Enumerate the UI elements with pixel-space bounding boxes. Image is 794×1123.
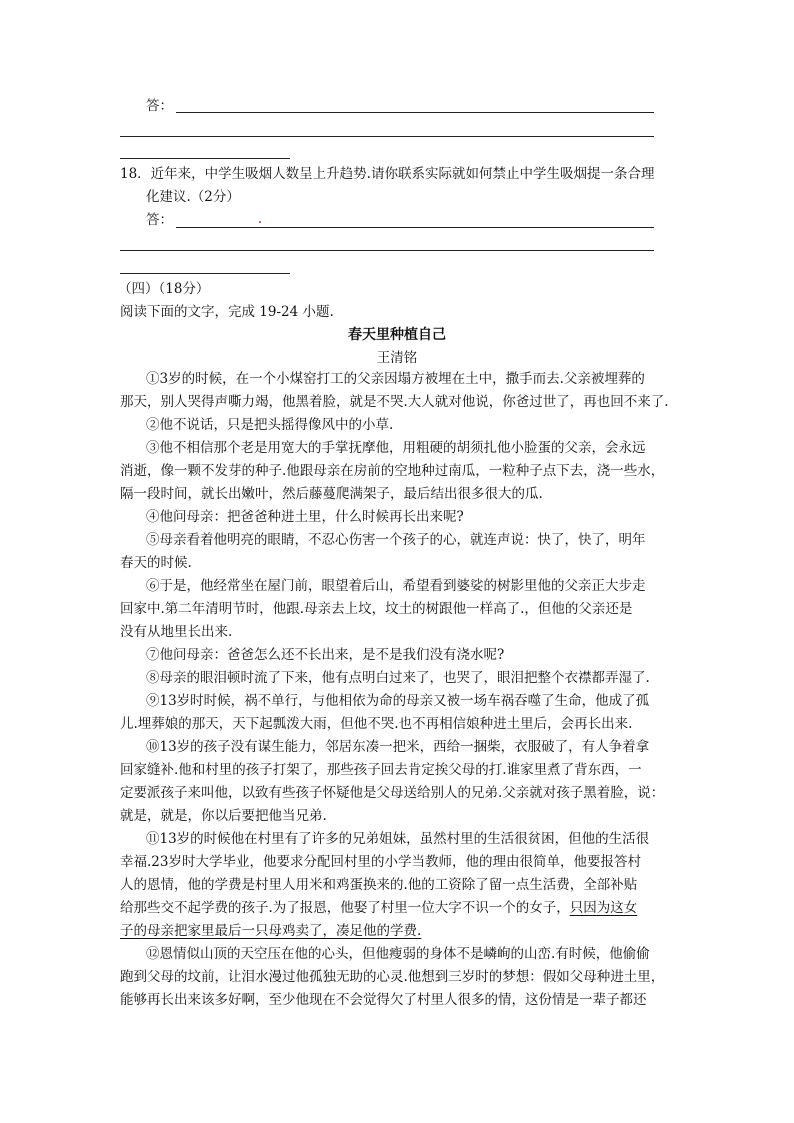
paragraph-line: 消逝，像一颗不发芽的种子.他跟母亲在房前的空地种过南瓜，一粒种子点下去，浇一些水， [120, 463, 665, 479]
paragraph-line: ⑦他问母亲：爸爸怎么还不长出来，是不是我们没有浇水呢? [146, 647, 505, 663]
paragraph-line: 那天，别人哭得声嘶力竭，他黑着脸，就是不哭.大人就对他说，你爸过世了，再也回不来了. [120, 394, 669, 410]
paragraph-line: ⑧母亲的眼泪顿时流了下来，他有点明白过来了，也哭了，眼泪把整个衣襟都弄湿了. [146, 670, 650, 686]
q17-answer-line-2[interactable] [120, 136, 654, 137]
paragraph-line: 给那些交不起学费的孩子.为了报恩，他娶了村里一位大字不识一个的女子，只因为这女 [120, 900, 638, 916]
paragraph-line: ⑫恩情似山顶的天空压在他的心头，但他瘦弱的身体不是嶙峋的山峦.有时候，他偷偷 [146, 946, 650, 962]
paragraph-line: ⑥于是，他经常坐在屋门前，眼望着后山，希望看到婆娑的树影里他的父亲正大步走 [146, 578, 646, 594]
paragraph-line: ②他不说话，只是把头摇得像风中的小草. [146, 417, 394, 433]
q18-answer-line-3[interactable] [120, 273, 290, 274]
paragraph-line: 儿.埋葬娘的那天，天下起瓢泼大雨，但他不哭.也不再相信娘种进土里后，会再长出来. [120, 716, 633, 732]
red-mark-dot [259, 221, 261, 223]
q18-answer-line-1[interactable] [176, 227, 654, 228]
paragraph-line: 能够再长出来该多好啊，至少他现在不会觉得欠了村里人很多的情，这份情是一辈子都还 [120, 992, 647, 1008]
paragraph-line: 定要派孩子来叫他，以致有些孩子怀疑他是父母送给别人的兄弟.父亲就对孩子黑着脸，说： [120, 785, 665, 801]
paragraph-line: 春天的时候. [120, 555, 192, 571]
underlined-sentence: 只因为这女 [569, 900, 638, 916]
paragraph-line: 幸福.23岁时大学毕业，他要求分配回村里的小学当教师，他的理由很简单，他要报答村 [120, 854, 641, 870]
paragraph-line: ①3岁的时候，在一个小煤窑打工的父亲因塌方被埋在土中，撒手而去.父亲被埋葬的 [146, 371, 645, 387]
q18-question-line-1: 18．近年来，中学生吸烟人数呈上升趋势.请你联系实际就如何禁止中学生吸烟提一条合理 [120, 166, 655, 182]
paragraph-line: 人的恩情，他的学费是村里人用米和鸡蛋换来的.他的工资除了留一点生活费，全部补贴 [120, 877, 638, 893]
paragraph-line: 跑到父母的坟前，让泪水漫过他孤独无助的心灵.他想到三岁时的梦想：假如父母种进土里， [120, 969, 665, 985]
paragraph-line: 没有从地里长出来. [120, 624, 233, 640]
paragraph-line: 隔一段时间，就长出嫩叶，然后藤蔓爬满架子，最后结出很多很大的瓜. [120, 486, 543, 502]
article-author: 王清铭 [376, 350, 418, 366]
section-heading: （四）（18分） [118, 281, 210, 297]
paragraph-line: ④他问母亲：把爸爸种进土里，什么时候再长出来呢? [146, 509, 464, 525]
article-title: 春天里种植自己 [348, 327, 446, 343]
underlined-sentence: 子的母亲把家里最后一只母鸡卖了，凑足他的学费. [120, 923, 422, 939]
q18-question-line-2: 化建议.（2分） [146, 189, 240, 205]
q17-answer-line-3[interactable] [120, 158, 290, 159]
paragraph-line: ⑤母亲看着他明亮的眼睛，不忍心伤害一个孩子的心，就连声说：快了，快了，明年 [146, 532, 646, 548]
section-instruction: 阅读下面的文字，完成 19-24 小题. [120, 304, 334, 320]
q17-answer-line-1[interactable] [176, 112, 654, 113]
paragraph-line: ③他不相信那个老是用宽大的手掌抚摩他，用粗硬的胡须扎他小脸蛋的父亲，会永远 [146, 440, 646, 456]
q17-answer-label: 答： [146, 98, 173, 114]
paragraph-line: 回家缝补.他和村里的孩子打架了，那些孩子回去肯定挨父母的打.谁家里煮了背东西，一 [120, 762, 642, 778]
paragraph-line: 回家中.第二年清明节时，他跟.母亲去上坟，坟土的树跟他一样高了.，但他的父亲还是 [120, 601, 633, 617]
paragraph-line: ⑪13岁的时候他在村里有了许多的兄弟姐妹，虽然村里的生活很贫困，但他的生活很 [146, 831, 650, 847]
paragraph-line: 就是，就是，你以后要把他当兄弟. [120, 808, 327, 824]
paragraph-line: ⑨13岁时时候，祸不单行，与他相依为命的母亲又被一场车祸吞噬了生命，他成了孤 [146, 693, 650, 709]
paragraph-line: ⑩13岁的孩子没有谋生能力，邻居东凑一把米，西给一捆柴，衣服破了，有人争着拿 [146, 739, 650, 755]
q18-answer-line-2[interactable] [120, 250, 654, 251]
q18-answer-label: 答： [146, 212, 173, 228]
